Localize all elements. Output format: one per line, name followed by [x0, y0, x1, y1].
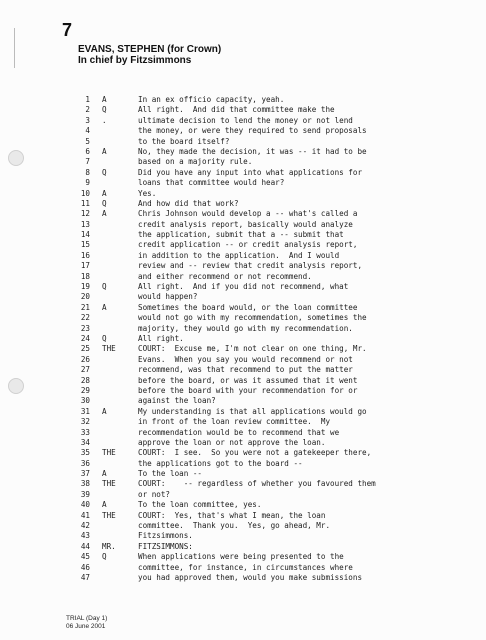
line-text: COURT: Yes, that's what I mean, the loan	[138, 510, 326, 520]
line-text: My understanding is that all applications would go	[138, 406, 367, 416]
line-number: 2	[85, 105, 90, 115]
line-text: ultimate decision to lend the money or not lend	[138, 115, 353, 125]
line-text: No, they made the decision, it was -- it had to be	[138, 146, 367, 156]
line-text: Sometimes the board would, or the loan committee	[138, 302, 358, 312]
line-text: you had approved them, would you make submissions	[138, 572, 363, 582]
line-number: 19	[80, 282, 90, 292]
line-text: And how did that work?	[138, 198, 239, 208]
line-number: 6	[85, 146, 90, 156]
transcript-line	[78, 355, 478, 365]
line-number: 5	[85, 136, 90, 146]
line-text: review and -- review that credit analysis report,	[138, 261, 363, 271]
speaker-label: Q	[102, 282, 107, 292]
speaker-label: Q	[102, 105, 107, 115]
line-number: 28	[80, 375, 90, 385]
transcript-line	[78, 147, 478, 157]
line-number: 38	[80, 479, 90, 489]
transcript-line	[78, 376, 478, 386]
line-number: 18	[80, 271, 90, 281]
speaker-label: A	[102, 209, 107, 219]
transcript-line	[78, 521, 478, 531]
line-text: In an ex officio capacity, yeah.	[138, 95, 285, 104]
transcript-line	[78, 220, 478, 230]
line-number: 29	[80, 385, 90, 395]
transcript-line	[78, 407, 478, 417]
line-text: Evans. When you say you would recommend or not	[138, 354, 353, 364]
line-number: 44	[80, 541, 90, 551]
line-text: Yes.	[138, 188, 157, 198]
line-text: Chris Johnson would develop a -- what's called a	[138, 209, 358, 219]
transcript-line	[78, 105, 478, 115]
trial-day: TRIAL (Day 1)	[66, 615, 108, 622]
transcript-line	[78, 189, 478, 199]
transcript-line	[78, 542, 478, 552]
speaker-label: A	[102, 469, 107, 479]
line-text: before the board with your recommendation for or	[138, 385, 358, 395]
line-number: 43	[80, 531, 90, 541]
line-number: 1	[85, 95, 90, 104]
transcript-body	[78, 95, 478, 583]
line-number: 12	[80, 209, 90, 219]
transcript-line	[78, 199, 478, 209]
transcript-line	[78, 428, 478, 438]
page-number: 7	[62, 20, 73, 40]
transcript-line	[78, 230, 478, 240]
transcript-line	[78, 272, 478, 282]
examination-type: In chief by Fitzsimmons	[78, 55, 192, 66]
binder-hole	[8, 150, 24, 166]
line-text: COURT: Excuse me, I'm not clear on one thing, Mr.	[138, 344, 367, 354]
speaker-label: A	[102, 302, 107, 312]
transcript-line	[78, 126, 478, 136]
line-number: 34	[80, 437, 90, 447]
line-text: All right.	[138, 333, 184, 343]
line-text: FITZSIMMONS:	[138, 541, 193, 551]
transcript-line	[78, 282, 478, 292]
speaker-label: THE	[102, 344, 116, 354]
transcript-line	[78, 531, 478, 541]
line-number: 17	[80, 261, 90, 271]
line-number: 30	[80, 396, 90, 406]
line-number: 39	[80, 489, 90, 499]
line-number: 25	[80, 344, 90, 354]
line-number: 20	[80, 292, 90, 302]
line-number: 4	[85, 126, 90, 136]
line-number: 37	[80, 469, 90, 479]
transcript-line	[78, 240, 478, 250]
speaker-label: A	[102, 146, 107, 156]
line-number: 36	[80, 458, 90, 468]
line-text: the money, or were they required to send proposals	[138, 126, 367, 136]
line-number: 41	[80, 510, 90, 520]
trial-date: 06 June 2001	[66, 623, 106, 630]
line-number: 31	[80, 406, 90, 416]
line-number: 16	[80, 250, 90, 260]
line-text: committee, for instance, in circumstances where	[138, 562, 353, 572]
line-number: 24	[80, 333, 90, 343]
line-number: 46	[80, 562, 90, 572]
scan-artifact	[14, 28, 15, 68]
speaker-label: A	[102, 95, 107, 104]
line-number: 21	[80, 302, 90, 312]
transcript-line	[78, 324, 478, 334]
line-number: 14	[80, 230, 90, 240]
line-text: Fitzsimmons.	[138, 531, 193, 541]
speaker-label: Q	[102, 333, 107, 343]
transcript-line	[78, 573, 478, 583]
transcript-line	[78, 292, 478, 302]
transcript-line	[78, 417, 478, 427]
line-text: or not?	[138, 489, 171, 499]
transcript-line	[78, 511, 478, 521]
line-number: 32	[80, 417, 90, 427]
transcript-line	[78, 396, 478, 406]
transcript-line	[78, 303, 478, 313]
line-text: All right. And did that committee make the	[138, 105, 335, 115]
transcript-line	[78, 95, 478, 105]
line-number: 23	[80, 323, 90, 333]
transcript-line	[78, 563, 478, 573]
transcript-line	[78, 334, 478, 344]
line-text: loans that committee would hear?	[138, 178, 285, 188]
line-text: credit analysis report, basically would analyze	[138, 219, 353, 229]
line-number: 35	[80, 448, 90, 458]
binder-hole	[8, 378, 24, 394]
transcript-line	[78, 157, 478, 167]
line-text: credit application -- or credit analysis report,	[138, 240, 358, 250]
line-number: 26	[80, 354, 90, 364]
line-text: would not go with my recommendation, sometimes the	[138, 313, 367, 323]
line-text: Did you have any input into what applications for	[138, 167, 363, 177]
transcript-line	[78, 386, 478, 396]
transcript-line	[78, 479, 478, 489]
speaker-label: A	[102, 406, 107, 416]
speaker-label: THE	[102, 479, 116, 489]
line-text: to the board itself?	[138, 136, 230, 146]
line-text: To the loan --	[138, 469, 203, 479]
line-number: 13	[80, 219, 90, 229]
line-number: 22	[80, 313, 90, 323]
line-number: 9	[85, 178, 90, 188]
line-text: based on a majority rule.	[138, 157, 253, 167]
transcript-line	[78, 209, 478, 219]
transcript-line	[78, 365, 478, 375]
transcript-line	[78, 178, 478, 188]
speaker-label: Q	[102, 198, 107, 208]
speaker-label: MR.	[102, 541, 116, 551]
speaker-label: A	[102, 188, 107, 198]
line-number: 45	[80, 552, 90, 562]
line-number: 3	[85, 115, 90, 125]
line-number: 40	[80, 500, 90, 510]
transcript-line	[78, 251, 478, 261]
speaker-label: .	[102, 115, 107, 125]
witness-heading	[78, 44, 221, 66]
line-text: approve the loan or not approve the loan.	[138, 437, 326, 447]
transcript-line	[78, 448, 478, 458]
line-text: COURT: I see. So you were not a gatekeeper there,	[138, 448, 372, 458]
page-footer	[66, 615, 107, 631]
transcript-line	[78, 261, 478, 271]
line-text: When applications were being presented to the	[138, 552, 344, 562]
speaker-label: Q	[102, 167, 107, 177]
line-text: the applications got to the board --	[138, 458, 303, 468]
line-text: recommend, was that recommend to put the matter	[138, 365, 353, 375]
line-text: All right. And if you did not recommend, what	[138, 282, 349, 292]
transcript-line	[78, 344, 478, 354]
line-text: against the loan?	[138, 396, 216, 406]
line-number: 11	[80, 198, 90, 208]
transcript-line	[78, 469, 478, 479]
line-text: in addition to the application. And I would	[138, 250, 340, 260]
line-number: 42	[80, 521, 90, 531]
line-text: would happen?	[138, 292, 198, 302]
speaker-label: Q	[102, 552, 107, 562]
line-text: and either recommend or not recommend.	[138, 271, 312, 281]
transcript-line	[78, 168, 478, 178]
transcript-line	[78, 459, 478, 469]
speaker-label: A	[102, 500, 107, 510]
line-number: 8	[85, 167, 90, 177]
transcript-line	[78, 137, 478, 147]
transcript-line	[78, 500, 478, 510]
line-text: COURT: -- regardless of whether you favoured them	[138, 479, 376, 489]
speaker-label: THE	[102, 510, 116, 520]
line-text: the application, submit that a -- submit that	[138, 230, 344, 240]
line-number: 7	[85, 157, 90, 167]
transcript-line	[78, 552, 478, 562]
line-text: majority, they would go with my recommendation.	[138, 323, 353, 333]
line-text: committee. Thank you. Yes, go ahead, Mr.	[138, 521, 331, 531]
transcript-line	[78, 313, 478, 323]
speaker-label: THE	[102, 448, 116, 458]
transcript-line	[78, 490, 478, 500]
line-number: 47	[80, 572, 90, 582]
witness-name: EVANS, STEPHEN (for Crown)	[78, 44, 222, 55]
transcript-line	[78, 116, 478, 126]
line-text: in front of the loan review committee. My	[138, 417, 331, 427]
line-number: 10	[80, 188, 90, 198]
line-text: recommendation would be to recommend that we	[138, 427, 340, 437]
line-number: 27	[80, 365, 90, 375]
line-text: before the board, or was it assumed that it went	[138, 375, 358, 385]
transcript-line	[78, 438, 478, 448]
line-number: 15	[80, 240, 90, 250]
line-text: To the loan committee, yes.	[138, 500, 262, 510]
line-number: 33	[80, 427, 90, 437]
